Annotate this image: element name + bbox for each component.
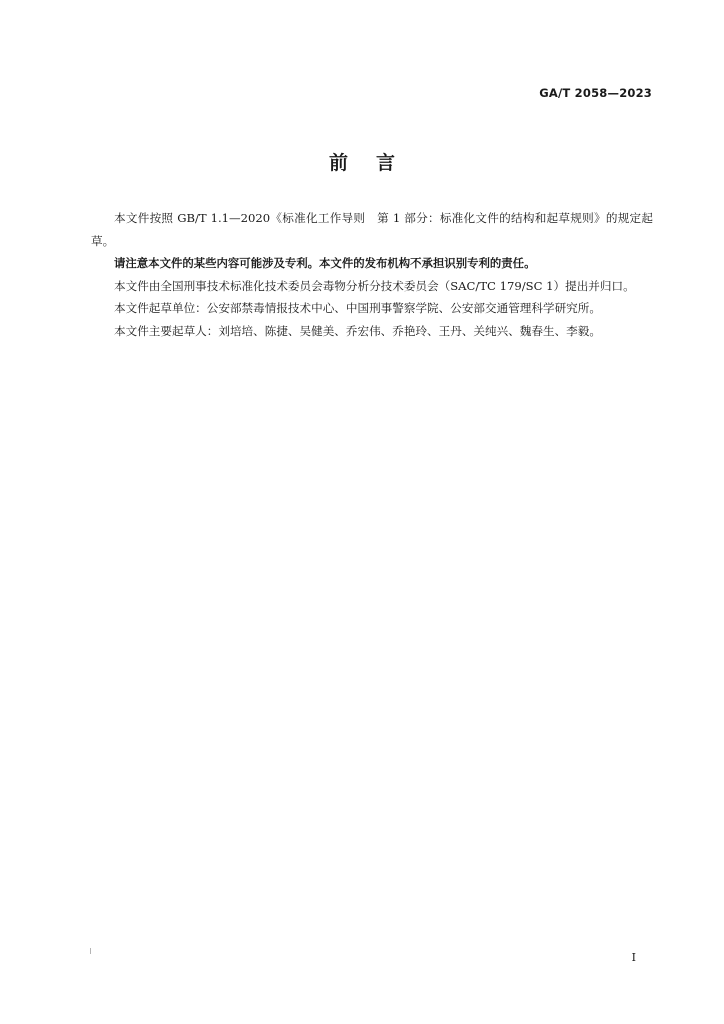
foreword-body xyxy=(91,207,653,343)
document-code: GA/T 2058—2023 xyxy=(539,86,652,100)
paragraph-drafting-units: 本文件起草单位：公安部禁毒情报技术中心、中国刑事警察学院、公安部交通管理科学研究所。 xyxy=(114,301,601,316)
paragraph-proposer: 本文件由全国刑事技术标准化技术委员会毒物分析分技术委员会（SAC/TC 179/SC 1）提出并归口。 xyxy=(114,278,635,293)
paragraph-drafting-rules: 本文件按照 GB/T 1.1—2020《标准化工作导则 第 1 部分：标准化文件的结构和起草规则》的规定起草。 xyxy=(91,211,653,248)
page-number: I xyxy=(631,951,636,964)
paragraph-drafters: 本文件主要起草人：刘培培、陈捷、吴健美、乔宏伟、乔艳玲、王丹、关纯兴、魏春生、李毅。 xyxy=(114,323,601,338)
section-title: 前言 xyxy=(328,152,423,174)
margin-mark xyxy=(90,948,91,954)
paragraph-patent-notice: 请注意本文件的某些内容可能涉及专利。本文件的发布机构不承担识别专利的责任。 xyxy=(114,256,536,271)
